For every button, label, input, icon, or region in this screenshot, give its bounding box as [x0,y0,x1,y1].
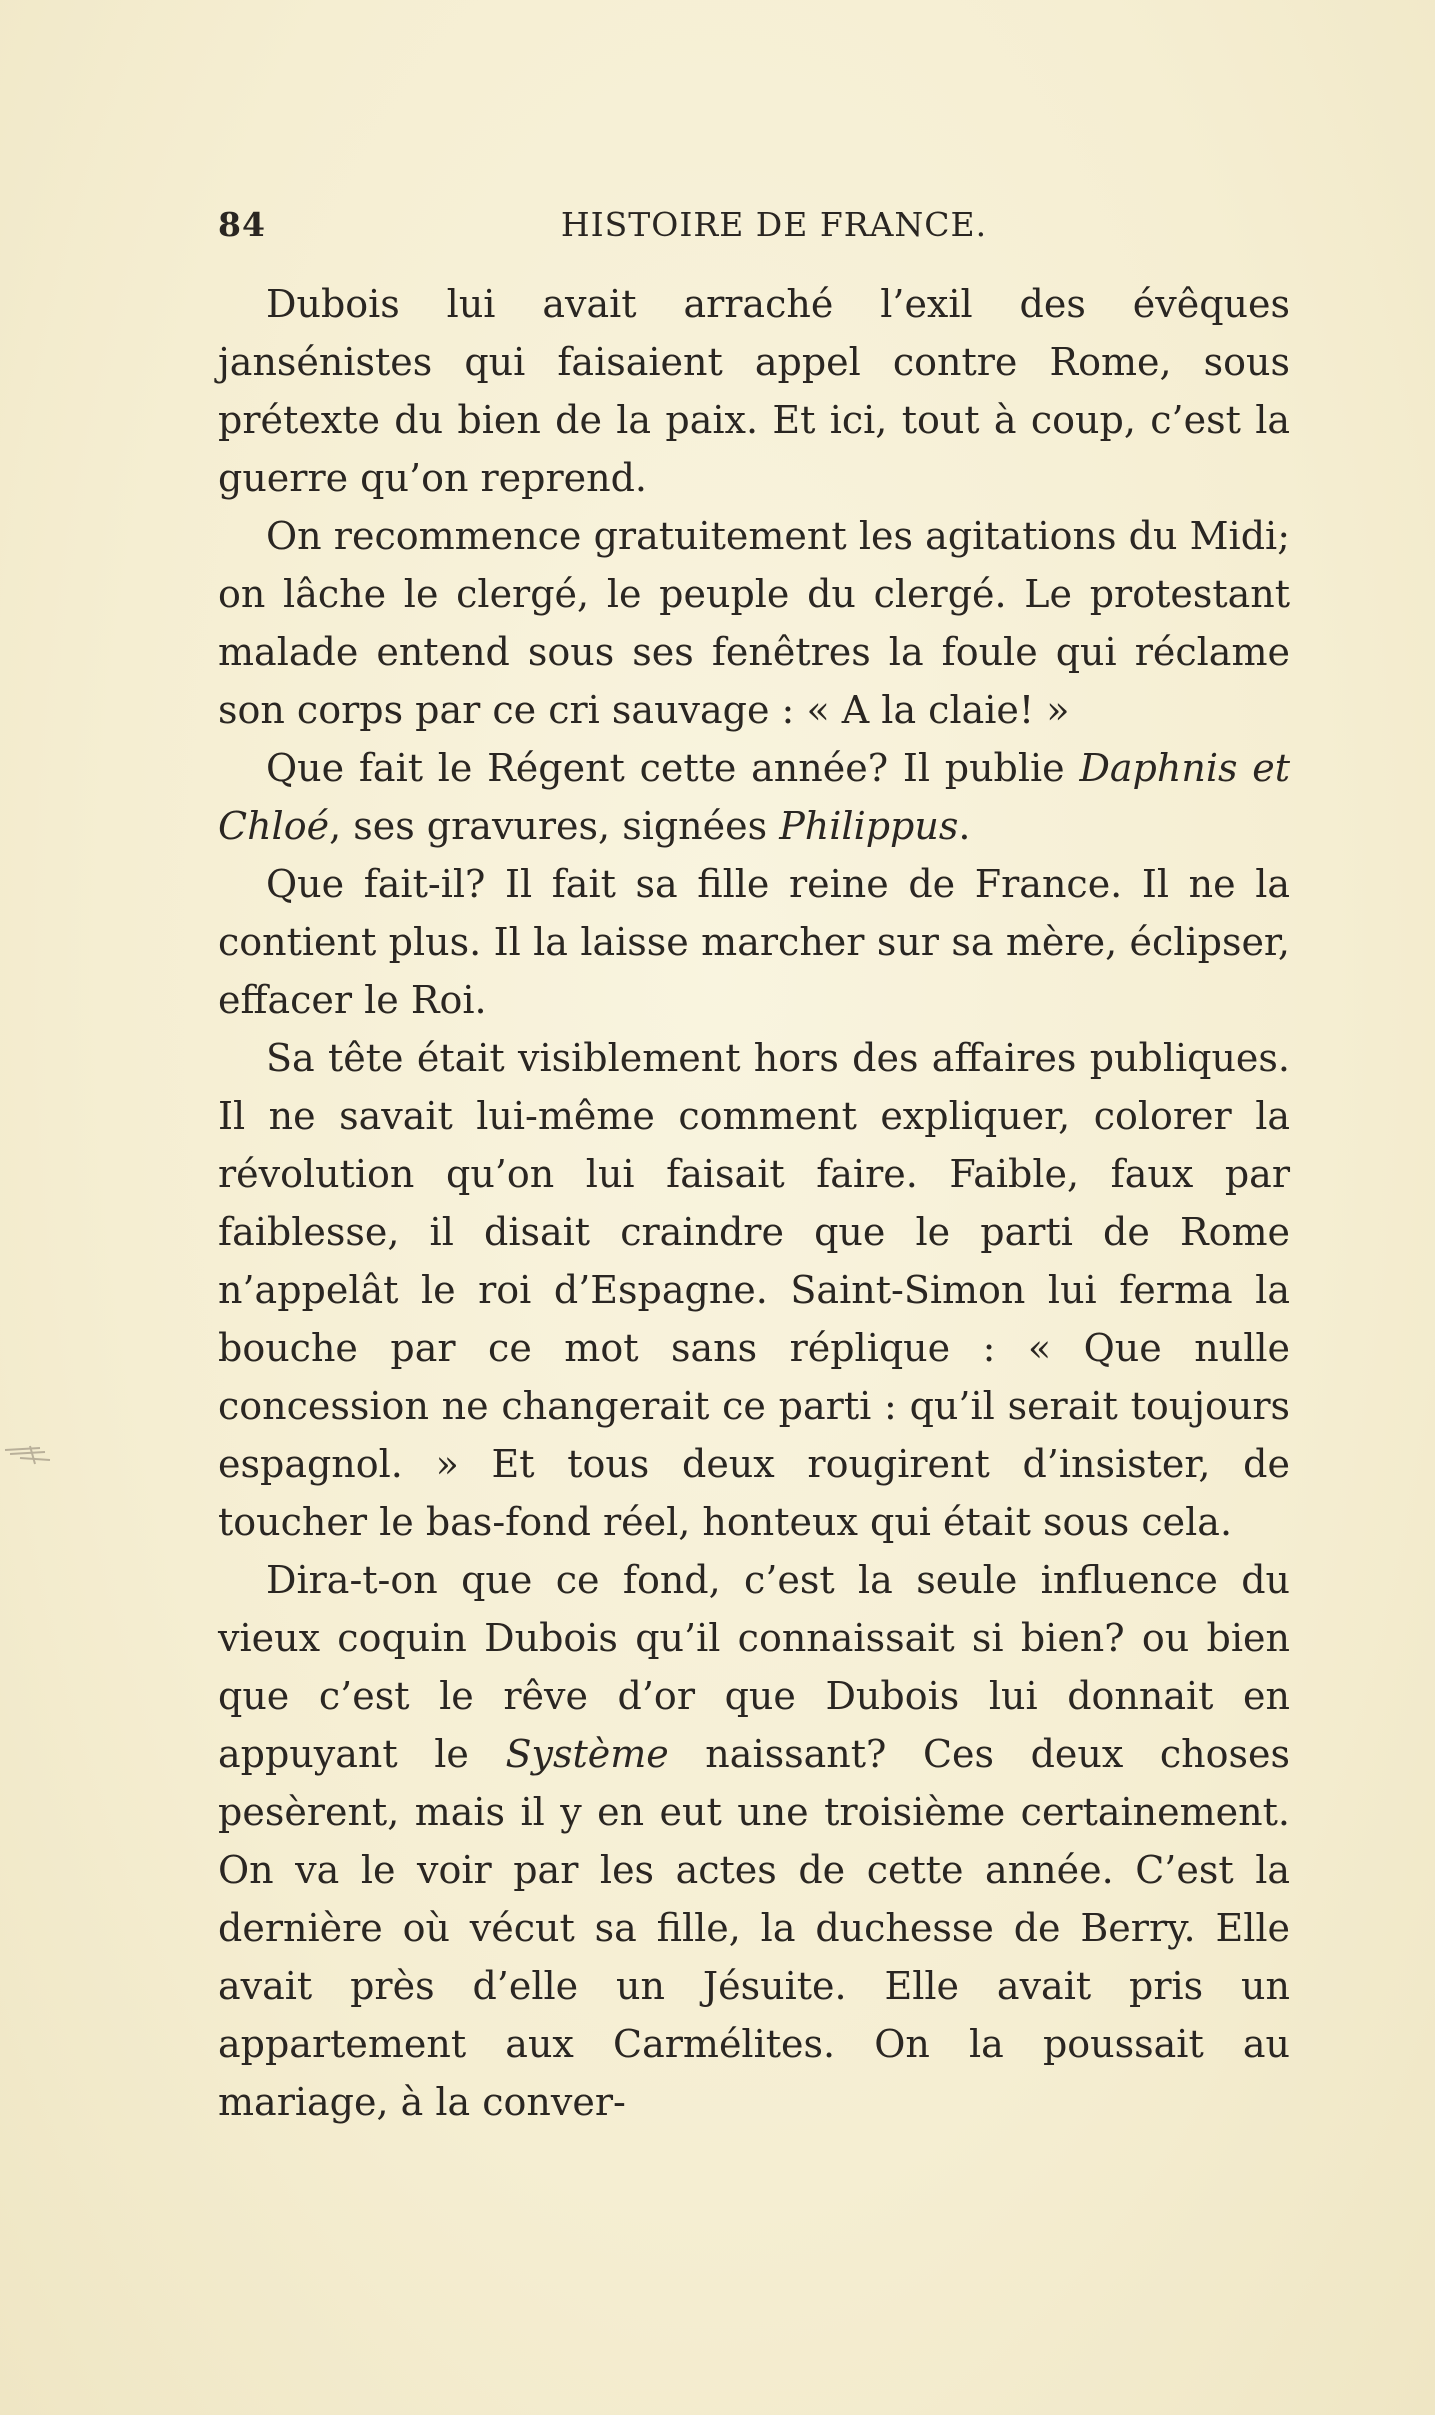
paragraph [218,1551,1290,2131]
paragraph [218,1029,1290,1551]
paragraph [218,275,1290,507]
page-number: 84 [218,205,266,244]
paragraph [218,739,1290,855]
text-run: On recommence gratuitement les agitations du Midi; on lâche le clergé, le peuple du clergé. Le protestant malade entend sous ses fenêtres la foule qui réclame son corps par ce cri sauvage : « A la claie! » [218,514,1290,732]
text-run: . [958,804,971,848]
margin-smudge [0,1440,90,1470]
italic-title-daphnis: Daphnis et Chloé [218,746,1290,848]
text-run: Sa tête était visiblement hors des affaires publiques. Il ne savait lui-même comment expliquer, colorer la révolution qu’on lui faisait faire. Faible, faux par faiblesse, il disait craindre que le parti de Rome n’appelât le roi d’Espagne. Saint-Simon lui ferma la bouche par ce mot sans réplique : « Que nulle concession ne changerait ce parti : qu’il serait toujours espagnol. » Et tous deux rougirent d’insister, de toucher le bas-fond réel, honteux qui était sous cela. [218,1036,1290,1544]
page-header [218,205,1290,255]
text-run: naissant? Ces deux choses pesèrent, mais il y en eut une troisième certainement. On va le voir par les actes de cette année. C’est la dernière où vécut sa fille, la duchesse de Berry. Elle avait près d’elle un Jésuite. Elle avait pris un appartement aux Carmélites. On la poussait au mariage, à la conver- [218,1732,1291,2124]
body-text [218,275,1290,2131]
text-run: Dubois lui avait arraché l’exil des évêques jansénistes qui faisaient appel contre Rome, sous prétexte du bien de la paix. Et ici, tout à coup, c’est la guerre qu’on reprend. [218,282,1290,500]
text-run: , ses gravures, signées [329,804,780,848]
italic-signature-philippus: Philippus [779,804,959,848]
italic-systeme: Système [505,1732,669,1776]
smudge-mark-icon [0,1440,90,1470]
running-title: HISTOIRE DE FRANCE. [560,205,988,244]
text-run: Dira-t-on que ce fond, c’est la seule influence du vieux coquin Dubois qu’il connaissait si bien? ou bien que c’est le rêve d’or que Dubois lui donnait en appuyant le [218,1558,1290,1776]
paragraph [218,507,1290,739]
paragraph [218,855,1290,1029]
text-run: Que fait-il? Il fait sa fille reine de France. Il ne la contient plus. Il la laisse marcher sur sa mère, éclipser, effacer le Roi. [218,862,1290,1022]
text-run: Que fait le Régent cette année? Il publie [266,746,1080,790]
